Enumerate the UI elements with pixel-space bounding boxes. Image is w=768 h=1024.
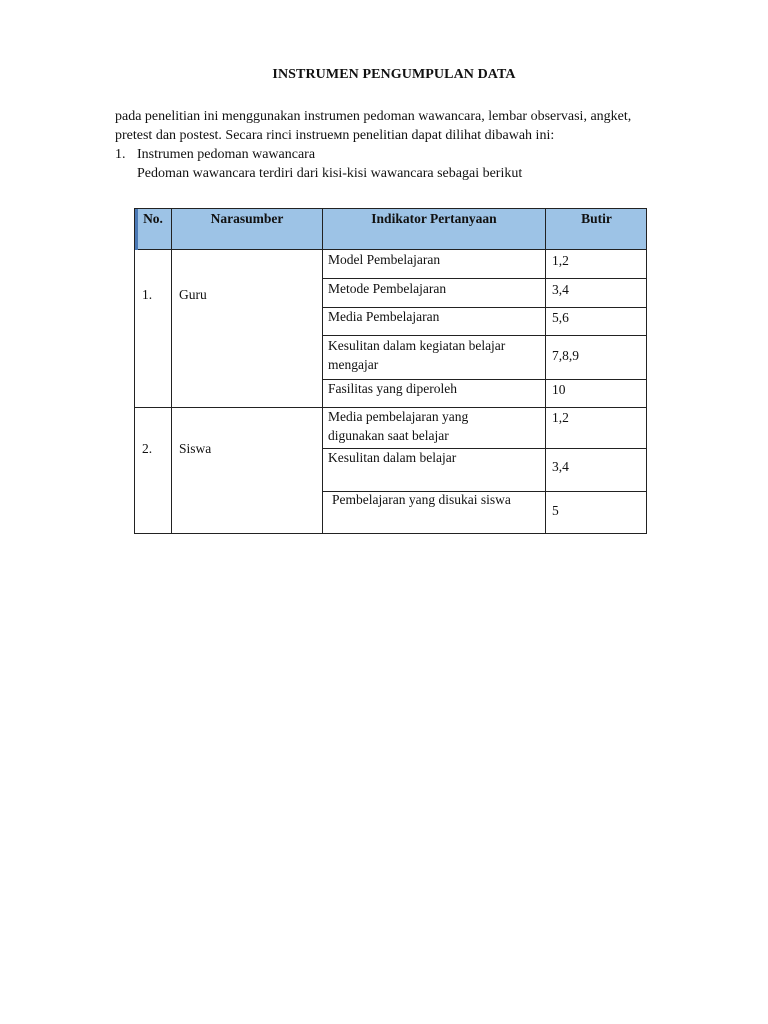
header-butir: Butir (581, 211, 612, 226)
document-title: INSTRUMEN PENGUMPULAN DATA (272, 67, 516, 82)
table-cell-indikator: Kesulitan dalam belajar (328, 450, 457, 465)
column-divider (545, 209, 546, 533)
intro-paragraph-line-2: pretest dan postest. Secara rinci instrueмn penelitian dapat dilihat dibawah ini: (115, 128, 555, 143)
table-cell-indikator: Metode Pembelajaran (328, 281, 447, 296)
table-cell-butir: 5,6 (552, 310, 569, 325)
table-cell-butir: 3,4 (552, 282, 569, 297)
table-cell-butir: 3,4 (552, 459, 569, 474)
column-divider (322, 209, 323, 533)
list-item-number: 1. (115, 147, 126, 162)
table-cell-indikator: Media Pembelajaran (328, 309, 440, 324)
table-cell-butir: 5 (552, 503, 559, 518)
table-cell-butir: 1,2 (552, 253, 569, 268)
table-cell-indikator: Kesulitan dalam kegiatan belajar (328, 338, 506, 353)
table-cell-indikator-cont: mengajar (328, 357, 379, 372)
list-item-description: Pedoman wawancara terdiri dari kisi-kisi wawancara sebagai berikut (137, 166, 523, 181)
table-cell-indikator: Model Pembelajaran (328, 252, 441, 267)
group-2-no: 2. (142, 441, 153, 456)
table-cell-indikator: Fasilitas yang diperoleh (328, 381, 457, 396)
header-indikator: Indikator Pertanyaan (371, 211, 497, 226)
column-divider (171, 209, 172, 533)
group-1-no: 1. (142, 287, 153, 302)
table-cell-indikator: Media pembelajaran yang (328, 409, 469, 424)
header-no: No. (143, 211, 163, 226)
table-cell-butir: 7,8,9 (552, 348, 579, 363)
header-narasumber: Narasumber (210, 211, 284, 226)
intro-paragraph-line-1: pada penelitian ini menggunakan instrumen pedoman wawancara, lembar observasi, angket, (115, 109, 632, 124)
list-item-label: Instrumen pedoman wawancara (137, 147, 316, 162)
group-1-narasumber: Guru (179, 287, 207, 302)
kisi-kisi-table (134, 208, 647, 534)
group-2-narasumber: Siswa (179, 441, 212, 456)
table-cell-indikator-cont: digunakan saat belajar (328, 428, 449, 443)
table-cell-butir: 10 (552, 382, 566, 397)
table-cell-indikator: Pembelajaran yang disukai siswa (332, 492, 511, 507)
list-item (115, 145, 315, 164)
table-cell-butir: 1,2 (552, 410, 569, 425)
